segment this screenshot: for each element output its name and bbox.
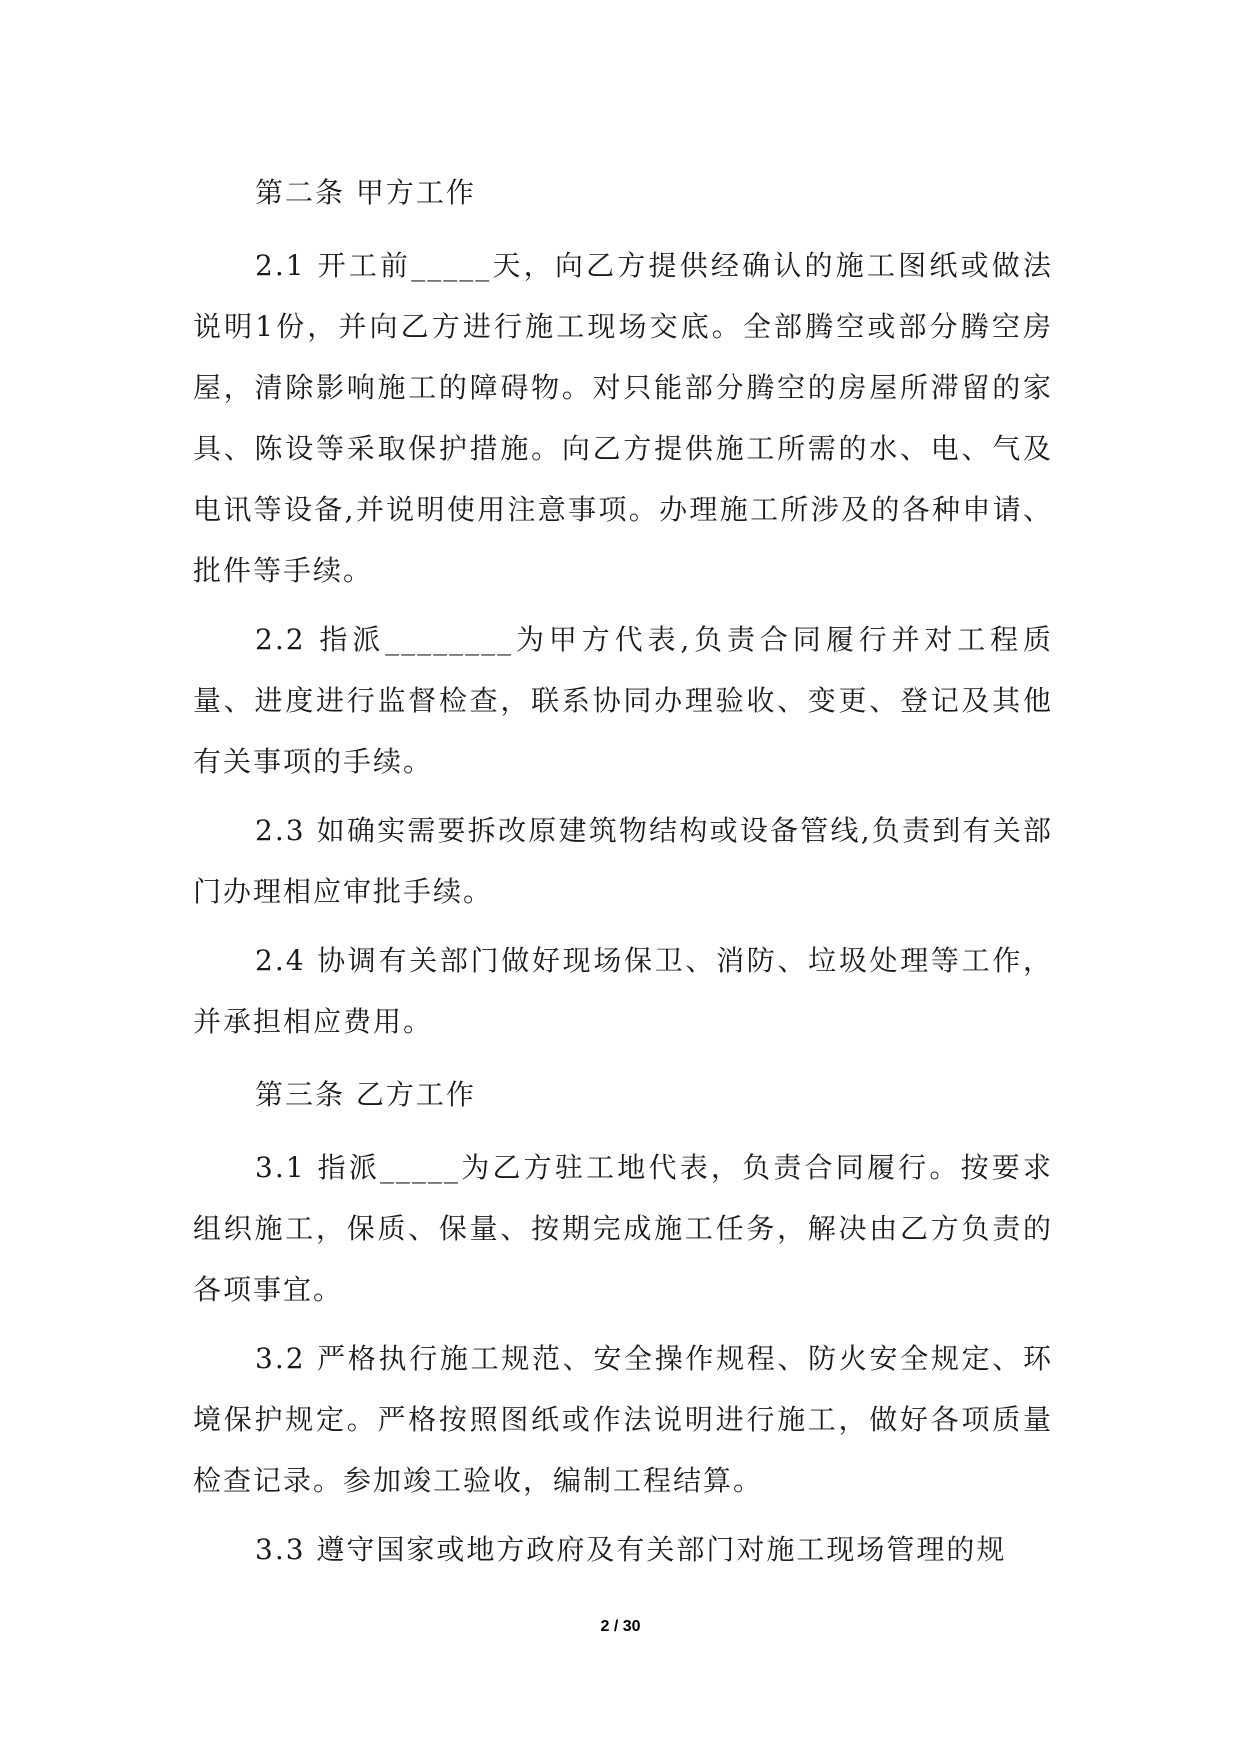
clause-2-1: 2.1 开工前_____天，向乙方提供经确认的施工图纸或做法说明1份，并向乙方进行施工现场交底。全部腾空或部分腾空房屋，清除影响施工的障碍物。对只能部分腾空的房屋所滞留的家具、陈设等采取保护措施。向乙方提供施工所需的水、电、气及电讯等设备,并说明使用注意事项。办理施工所涉及的各种申请、批件等手续。 xyxy=(193,249,1053,587)
clause-3-2: 3.2 严格执行施工规范、安全操作规程、防火安全规定、环境保护规定。严格按照图纸或作法说明进行施工，做好各项质量检查记录。参加竣工验收，编制工程结算。 xyxy=(193,1342,1053,1497)
clause-2-3: 2.3 如确实需要拆改原建筑物结构或设备管线,负责到有关部门办理相应审批手续。 xyxy=(193,814,1053,908)
clause-2-2: 2.2 指派________为甲方代表,负责合同履行并对工程质量、进度进行监督检查，联系协同办理验收、变更、登记及其他有关事项的手续。 xyxy=(193,623,1053,778)
clause-2-4: 2.4 协调有关部门做好现场保卫、消防、垃圾处理等工作，并承担相应费用。 xyxy=(193,944,1053,1038)
article-2-heading: 第二条 甲方工作 xyxy=(255,176,476,209)
article-3-heading: 第三条 乙方工作 xyxy=(255,1078,476,1111)
document-body xyxy=(193,150,1053,1580)
page-number: 2 / 30 xyxy=(600,1618,641,1635)
clause-3-1: 3.1 指派_____为乙方驻工地代表，负责合同履行。按要求组织施工，保质、保量、按期完成施工任务，解决由乙方负责的各项事宜。 xyxy=(193,1151,1053,1306)
clause-3-3: 3.3 遵守国家或地方政府及有关部门对施工现场管理的规 xyxy=(255,1533,1007,1566)
